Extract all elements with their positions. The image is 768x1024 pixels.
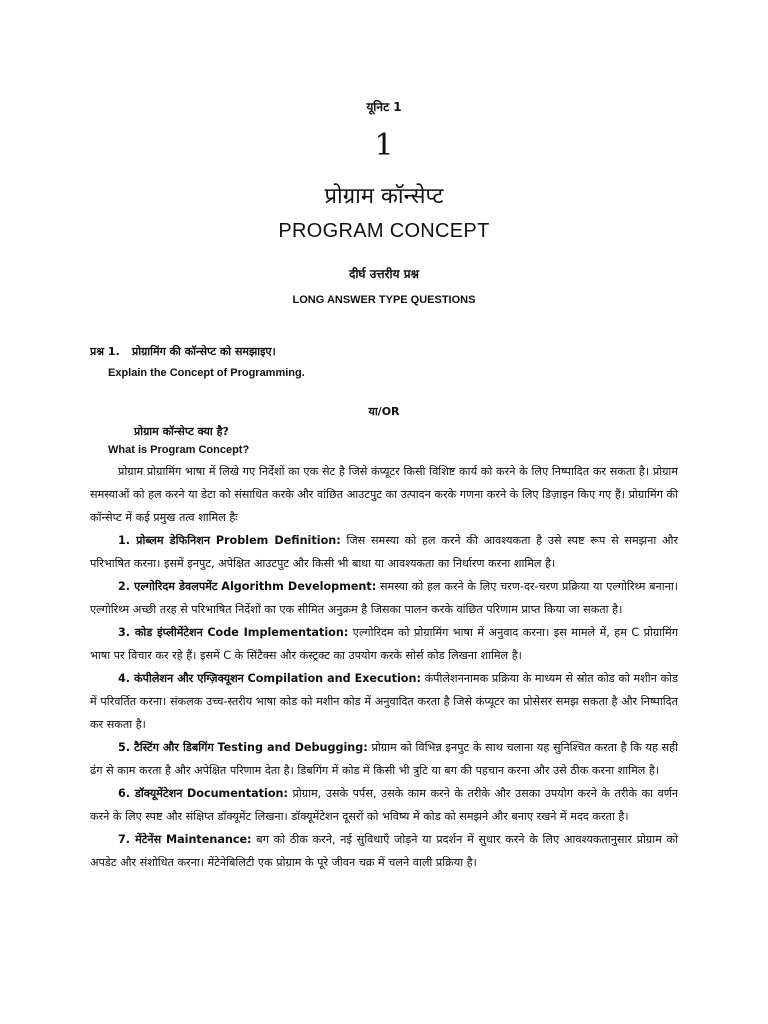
unit-label: यूनिट 1 [366, 100, 402, 114]
point-label: 2. एल्गोरिदम डेवलपमेंट [118, 580, 218, 593]
point-label: 7. मेंटेनेंस [118, 833, 162, 846]
alt-question-hindi: प्रोग्राम कॉन्सेप्ट क्या है? [134, 425, 229, 438]
chapter-title-hindi: प्रोग्राम कॉन्सेप्ट [324, 184, 444, 209]
question-heading [90, 344, 276, 359]
point-text: प्रोग्राम को विभिन्न इनपुट के साथ चलाना यह सुनिश्चित करता है कि यह सही ढंग से काम करता है और अपेक्षित परिणाम देता है। डिबगिंग में कोड में किसी भी त्रुटि या बग की पहचान करना और उसे ठीक करना शामिल है। [90, 741, 678, 777]
point-text: समस्या को हल करने के लिए चरण-दर-चरण प्रक्रिया या एल्गोरिथ्म बनाना। एल्गोरिथ्म अच्छी तरह से परिभाषित निर्देशों का एक सीमित अनुक्रम है जिसका पालन करके वांछित परिणाम प्राप्त किया जा सकता है। [90, 580, 678, 616]
point-label-english: Compilation and Execution: [247, 672, 421, 685]
answer-point [90, 575, 678, 621]
answer-point [90, 529, 678, 575]
point-text: जिस समस्या को हल करने की आवश्यकता है उसे स्पष्ट रूप से समझना और परिभाषित करना। इसमें इनपुट, अपेक्षित आउटपुट और किसी भी बाधा या आवश्यकता का निर्धारण करना शामिल है। [90, 534, 678, 570]
question-number: प्रश्न 1. [90, 345, 120, 358]
question-text-hindi: प्रोग्रामिंग की कॉन्सेप्ट को समझाइए। [132, 345, 276, 358]
alt-question-english: What is Program Concept? [108, 444, 250, 456]
point-label: 1. प्रोब्लम डेफिनिशन [118, 534, 211, 547]
answer-intro: प्रोग्राम प्रोग्रामिंग भाषा में लिखे गए निर्देशों का एक सेट है जिसे कंप्यूटर किसी विशिष्ट कार्य को करने के लिए निष्पादित कर सकता है। प्रोग्राम समस्याओं को हल करने या डेटा को संसाधित करके और वांछित आउटपुट का उत्पादन करके गणना करने के लिए डिज़ाइन किए गए हैं। प्रोग्रामिंग की कॉन्सेप्ट में कई प्रमुख तत्व शामिल हैः [90, 465, 678, 524]
point-label: 5. टैस्टिंग और डिबगिंग [118, 741, 214, 754]
answer-body [90, 460, 678, 874]
answer-point [90, 667, 678, 736]
point-label-english: Maintenance: [165, 833, 252, 846]
point-text: कंपीलेशननामक प्रक्रिया के माध्यम से स्रोत कोड को मशीन कोड में परिवर्तित करना। संकलक उच्च-स्तरीय भाषा कोड को मशीन कोड में अनुवादित करता है जिसे कंप्यूटर का प्रोसेसर समझ सकता है और निष्पादित कर सकता है। [90, 672, 678, 731]
point-label-english: Problem Definition: [215, 534, 341, 547]
point-label: 3. कोड इंप्लीमेंटेशन [118, 626, 203, 639]
chapter-title-english: PROGRAM CONCEPT [278, 220, 490, 242]
point-label-english: Algorithm Development: [221, 580, 377, 593]
answer-point [90, 736, 678, 782]
point-label-english: Code Implementation: [207, 626, 349, 639]
section-heading-english: LONG ANSWER TYPE QUESTIONS [292, 294, 476, 306]
answer-point [90, 782, 678, 828]
point-label: 6. डॉक्यूमेंटेशन [118, 787, 183, 800]
section-heading-hindi: दीर्घ उत्तरीय प्रश्न [348, 267, 420, 281]
point-text: एल्गोरिदम को प्रोग्रामिंग भाषा में अनुवाद करना। इस मामले में, हम C प्रोग्रामिंग भाषा पर विचार कर रहे हैं। इसमें C के सिंटैक्स और कंस्ट्रक्ट का उपयोग करके सोर्स कोड लिखना शामिल है। [90, 626, 678, 662]
chapter-number: 1 [374, 128, 394, 163]
point-label: 4. कंपीलेशन और एग्ज़िक्यूशन [118, 672, 244, 685]
point-text: प्रोग्राम, उसके पर्पस, उसके काम करने के तरीके और उसका उपयोग करने के तरीके का वर्णन करने के लिए स्पष्ट और संक्षिप्त डॉक्यूमेंट लिखना। डॉक्यूमेंटेशन दूसरों को भविष्य में कोड को समझने और बनाए रखने में मदद करता है। [90, 787, 679, 823]
or-label: या/OR [368, 405, 400, 418]
answer-point [90, 621, 678, 667]
point-text: बग को ठीक करने, नई सुविधाएँ जोड़ने या प्रदर्शन में सुधार करने के लिए आवश्यकतानुसार प्रोग्राम को अपडेट और संशोधित करना। मेंटेनेबिलिटी एक प्रोग्राम के पूरे जीवन चक्र में चलने वाली प्रक्रिया है। [90, 833, 679, 869]
answer-point [90, 828, 678, 874]
question-text-english: Explain the Concept of Programming. [108, 367, 305, 379]
point-label-english: Documentation: [186, 787, 288, 800]
point-label-english: Testing and Debugging: [217, 741, 368, 754]
